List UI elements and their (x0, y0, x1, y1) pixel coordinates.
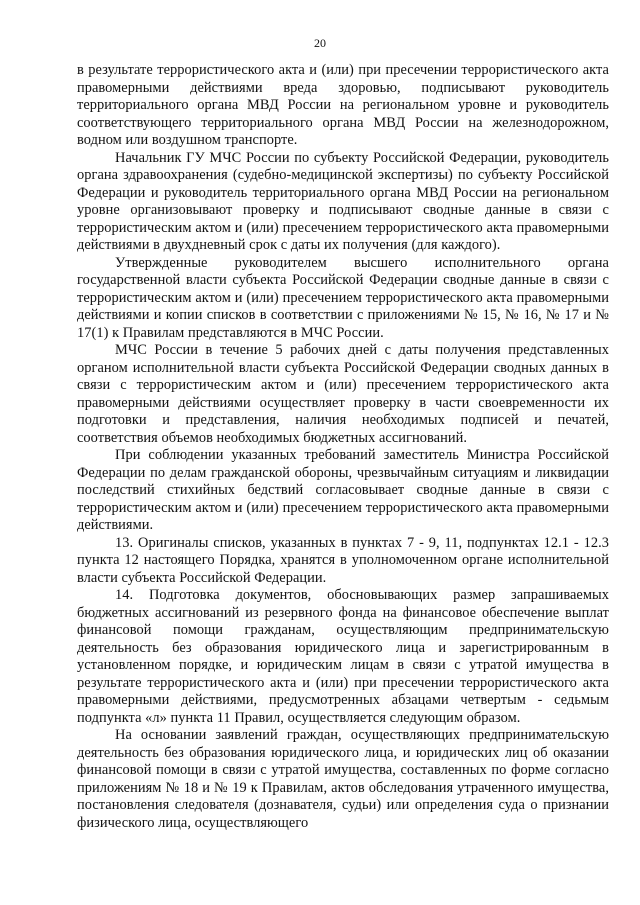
paragraph-applications-basis: На основании заявлений граждан, осуществляющих предпринимательскую деятельность без образования юридического лица, и юридических лиц об оказании финансовой помощи в связи с утратой имущества, составленных по форме согласно приложениям № 18 и № 19 к Правилам, актов обследования утраченного имущества, постановления следователя (дознавателя, судьи) или определения суда о признании физического лица, осуществляющего (77, 727, 609, 831)
paragraph-item-13: 13. Оригиналы списков, указанных в пунктах 7 - 9, 11, подпунктах 12.1 - 12.3 пункта 12 настоящего Порядка, хранятся в уполномоченном органе исполнительной власти субъекта Российской Федерации. (77, 534, 609, 586)
paragraph-item-14: 14. Подготовка документов, обосновывающих размер запрашиваемых бюджетных ассигнований из резервного фонда на финансовое обеспечение выплат финансовой помощи гражданам, осуществляющим предпринимательскую деятельность без образования юридического лица и зарегистрированным в установленном порядке, и юридическим лицам в связи с утратой имущества в результате террористического акта и (или) при пресечении террористического акта правомерными действиями, предусмотренных абзацами четвертым - седьмым подпункта «л» пункта 11 Правил, осуществляется следующим образом. (77, 587, 609, 726)
page-number: 20 (314, 36, 326, 50)
paragraph-deputy-minister-approval: При соблюдении указанных требований заместитель Министра Российской Федерации по делам гражданской обороны, чрезвычайным ситуациям и ликвидации последствий стихийных бедствий согласовывает сводные данные в связи с террористическим актом и (или) пресечением террористического акта правомерными действиями. (77, 447, 609, 533)
paragraph-approved-summary: Утвержденные руководителем высшего исполнительного органа государственной власти субъекта Российской Федерации сводные данные в связи с террористическим актом и (или) пресечением террористического акта правомерными действиями и копии списков в соответствии с приложениями № 15, № 16, № 17 и № 17(1) к Правилам представляются в МЧС России. (77, 254, 609, 341)
paragraph-continuation: в результате террористического акта и (или) при пресечении террористического акта правомерными действиями вреда здоровью, подписывают руководитель территориального органа МВД России на региональном уровне и руководитель соответствующего территориального органа МВД России на железнодорожном, водном или воздушном транспорте. (77, 62, 609, 148)
paragraph-mchs-review: МЧС России в течение 5 рабочих дней с даты получения представленных органом исполнительной власти субъекта Российской Федерации сводных данных в связи с террористическим актом и (или) пресечением террористического акта правомерными действиями осуществляет проверку в части своевременности их подготовки и представления, наличия необходимых подписей и печатей, соответствия объемов необходимых бюджетных ассигнований. (77, 342, 609, 446)
document-body (77, 62, 609, 832)
paragraph-gu-mchs-verification: Начальник ГУ МЧС России по субъекту Российской Федерации, руководитель органа здравоохранения (судебно-медицинской экспертизы) по субъекту Российской Федерации и руководитель территориального органа МВД России на региональном уровне организовывают проверку и подписывают сводные данные в связи с террористическим актом и (или) пресечением террористического акта правомерными действиями в двухдневный срок с даты их получения (для каждого). (77, 149, 609, 253)
